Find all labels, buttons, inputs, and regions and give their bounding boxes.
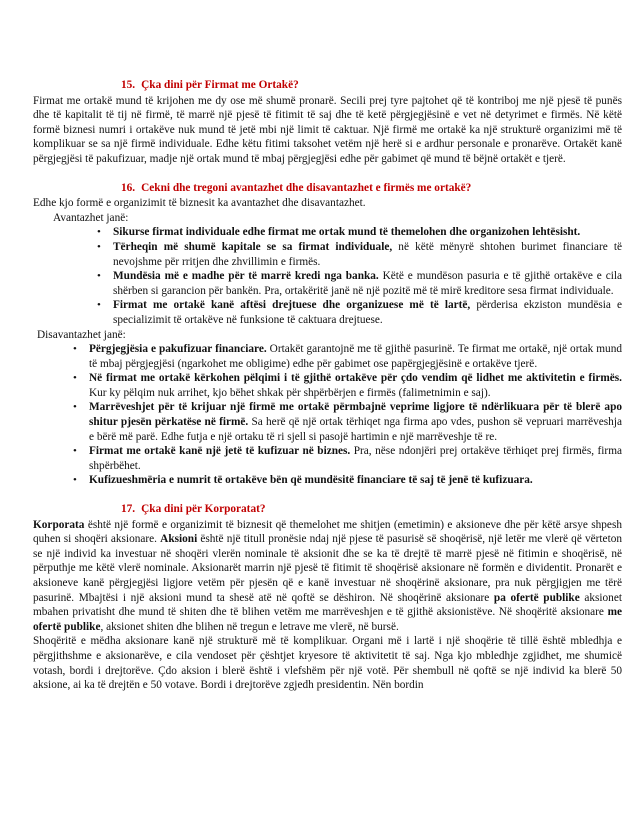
bullet-icon: • xyxy=(73,372,77,385)
disadvantages-list xyxy=(71,342,622,488)
list-item: • Marrëveshjet për të krijuar një firmë me ortakë përmbajnë veprime ligjore të ndërlikuara për të blerë apo shitur pjesën përkatëse në firmë. Sa herë që një ortak tërhiqet nga firma apo vdes, pushon së vepruari marrëveshja e bërë më parë. Edhe futja e një ortaku të ri sjell si pasojë hartimin e një marrëveshje të re. xyxy=(73,401,622,443)
heading-number: 15. xyxy=(121,79,136,91)
list-item: • Përgjegjësia e pakufizuar financiare. Ortakët garantojnë me të gjithë pasurinë. Te firmat me ortakë, një ortak mund të mbaj përgjegjësi (ngarkohet me obligime) edhe për gabimet ose papërgjegjësinë e ortakëve tjerë. xyxy=(73,343,622,370)
section-16-intro: Edhe kjo formë e organizimit të biznesit ka avantazhet dhe disavantazhet. xyxy=(33,197,366,210)
heading-number: 16. xyxy=(121,181,136,194)
korporatat-paragraph-2: Shoqëritë e mëdha aksionare kanë një strukturë më të komplikuar. Organi më i lartë i një shoqërie të tillë është mbledhja e përgjithshme e aksionarëve, e cila vendoset për çështjet kryesore të aktivitetit të saj. Nga kjo mbledhje zgjidhet, me shumicë votash, bordi i drejtorëve. Çdo aksion i blerë është i vlefshëm për një votë. Për shembull në qoftë se një individ ka blerë 50 aksione, ai ka të drejtën e 50 votave. Bordi i drejtorëve zgjedh presidentin. Nën bordin xyxy=(33,635,622,692)
firmat-me-ortake-paragraph: Firmat me ortakë mund të krijohen me dy ose më shumë pronarë. Secili prej tyre pajtohet që të kontriboj me një pjesë të punës dhe të kapitalit të tij në firmë, të marrë një pjesë të fitimit të saj dhe të ketë përgjegjësinë e vet në detyrimet e firmës. Në këtë formë biznesi numri i ortakëve nuk mund të jetë mbi një limit të caktuar. Një firmë me ortakë ka një strukturë organizimi më të komplikuar se sa një firmë individuale. Edhe këtu fitimi taksohet vetëm një herë si e ardhur personale e pronarëve. Ortakët kanë përgjegjësi të pakufizuar, madje një ortak mund të mbaj përgjegjësi edhe për gabimet që mund të bëjnë ortakët e tjerë. xyxy=(33,94,622,165)
list-item: • Firmat me ortakë kanë aftësi drejtuese dhe organizuese më të lartë, përderisa ekziston mundësia e specializimit të ortakëve në funksione të caktuara drejtuese. xyxy=(97,299,623,326)
list-item: • Në firmat me ortakë kërkohen pëlqimi i të gjithë ortakëve për çdo vendim që lidhet me aktivitetin e firmës. Kur ky pëlqim nuk arrihet, kjo bëhet shkak për shpërbërjen e firmës (falimetnimin e saj). xyxy=(73,372,622,399)
section-heading-16 xyxy=(121,181,622,196)
bullet-icon: • xyxy=(73,343,77,356)
heading-title: Cekni dhe tregoni avantazhet dhe disavantazhet e firmës me ortakë? xyxy=(141,181,472,194)
heading-number: 17. xyxy=(121,503,136,516)
section-heading-17 xyxy=(121,502,622,517)
disadvantages-label: Disavantazhet janë: xyxy=(37,328,126,341)
list-item: • Kufizueshmëria e numrit të ortakëve bën që mundësitë financiare të saj të jenë të kufizuara. xyxy=(73,474,533,487)
advantages-list xyxy=(95,225,622,327)
list-item: • Sikurse firmat individuale edhe firmat me ortak mund të themelohen dhe organizohen lehtësisht. xyxy=(97,226,581,239)
advantages-label: Avantazhet janë: xyxy=(53,211,129,224)
bullet-icon: • xyxy=(97,299,101,312)
bullet-icon: • xyxy=(73,401,77,414)
bullet-icon: • xyxy=(97,226,101,239)
bullet-icon: • xyxy=(73,474,77,487)
korporatat-paragraph-1: Korporata është një formë e organizimit të biznesit që themelohet me shitjen (emetimin) e aksioneve dhe për këtë arsye shpesh quhen si shoqëri aksionare. Aksioni është një titull pronësie ndaj një pjese të pasurisë së shoqërisë, një letër me vlerë që vërteton se një individ ka investuar në shoqëri vlerën nominale të aksionit dhe se ka të drejtë të marrë pjesë në fitimin e shoqërisë, në përputhje me këtë vlerë nominale. Aksionarët marrin një pjesë të fitimit të shoqërisë aksionare në formën e dividentit. Pronarët e aksioneve kanë përgjegjësi ligjore vetëm për pjesën që e kanë investuar në shoqërinë aksionare, pra nuk përgjigjen me tërë pasurinë. Mbajtësi i një aksioni mund ta shesë atë në qoftë se dëshiron. Në shoqërinë aksionare pa ofertë publike aksionet mbahen privatisht dhe mund të shiten dhe të blihen vetëm me marrëveshjen e të gjithë aksionistëve. Në shoqëritë aksionare me ofertë publike, aksionet shiten dhe blihen në tregun e letrave me vlerë, në bursë. xyxy=(33,518,623,633)
bullet-icon: • xyxy=(73,445,77,458)
bullet-icon: • xyxy=(97,270,101,283)
bullet-icon: • xyxy=(97,240,101,253)
section-heading-15 xyxy=(121,78,622,93)
heading-title: Çka dini për Korporatat? xyxy=(141,503,266,516)
list-item: • Tërheqin më shumë kapitale se sa firmat individuale, në këtë mënyrë shtohen burimet financiare të nevojshme për rritjen dhe zhvillimin e firmës. xyxy=(97,240,622,268)
list-item: • Firmat me ortakë kanë një jetë të kufizuar në biznes. Pra, nëse ndonjëri prej ortakëve tërhiqet prej firmës, firma shpërbëhet. xyxy=(73,445,622,472)
heading-title: Çka dini për Firmat me Ortakë? xyxy=(141,79,299,91)
list-item: • Mundësia më e madhe për të marrë kredi nga banka. Këtë e mundëson pasuria e të gjithë ortakëve e cila shërben si garancion për bankën. Pra, ortakëritë janë në një pozitë më të mirë kreditore sesa firmat individuale. xyxy=(97,270,622,297)
